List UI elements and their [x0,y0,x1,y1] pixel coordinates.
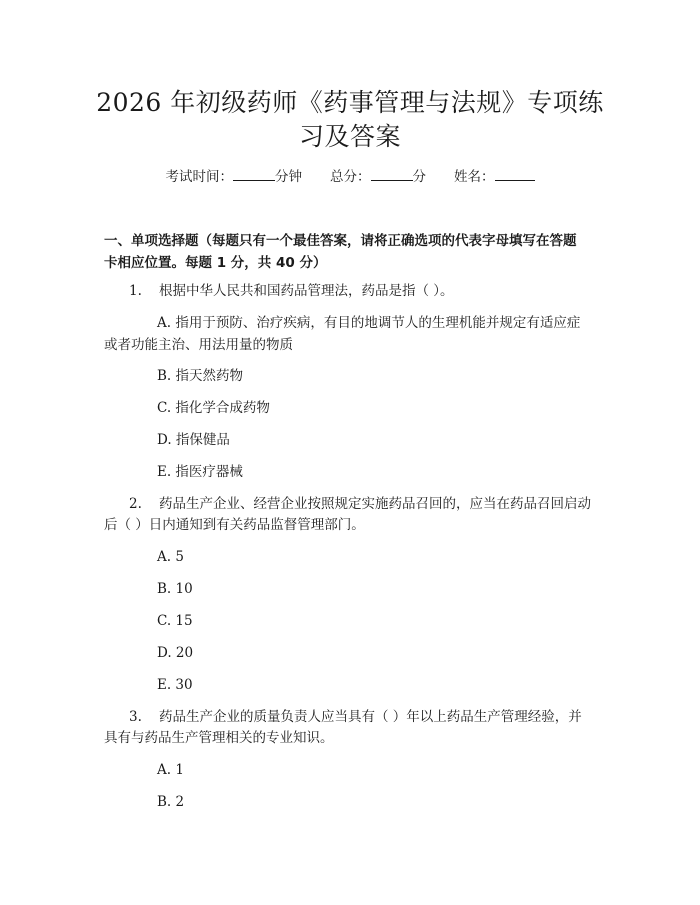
section-header-line-1: 一、单项选择题（每题只有一个最佳答案，请将正确选项的代表字母填写在答题 [104,233,577,249]
question-text: 根据中华人民共和国药品管理法，药品是指（ ）。 [159,283,454,299]
document-title-line-2: 习及答案 [298,122,401,151]
option-1a-continued: 或者功能主治、用法用量的物质 [104,337,293,353]
question-number: 2. [129,496,142,512]
total-score-blank [371,166,413,181]
option-2e: E. 30 [157,677,193,693]
option-1e: E. 指医疗器械 [157,464,243,480]
question-number: 1. [129,283,142,299]
question-2-continued: 后（ ）日内通知到有关药品监督管理部门。 [104,517,365,533]
question-text: 药品生产企业的质量负责人应当具有（ ）年以上药品生产管理经验，并 [159,709,582,725]
exam-time-label: 考试时间： [165,169,233,185]
student-name-label: 姓名： [454,169,495,185]
total-score-label: 总分： [330,169,371,185]
exam-time-unit: 分钟 [275,169,302,185]
document-title-line-1: 2026 年初级药师《药事管理与法规》专项练 [96,88,604,117]
option-2d: D. 20 [157,645,194,661]
section-header [104,230,604,274]
option-3a: A. 1 [157,762,184,778]
total-score-unit: 分 [412,169,426,185]
option-1d: D. 指保健品 [157,432,230,448]
section-header-line-2: 卡相应位置。每题 1 分，共 40 分） [104,255,327,271]
exam-info-row [0,166,700,187]
option-3b: B. 2 [157,794,185,810]
question-2 [129,493,591,515]
question-3 [129,706,582,728]
question-1 [129,280,454,302]
question-3-continued: 具有与药品生产管理相关的专业知识。 [104,730,334,746]
exam-time-blank [233,166,275,181]
option-1a: A. 指用于预防、治疗疾病，有目的地调节人的生理机能并规定有适应症 [157,315,581,331]
option-2b: B. 10 [157,581,193,597]
option-2a: A. 5 [157,549,184,565]
question-number: 3. [129,709,142,725]
option-1b: B. 指天然药物 [157,368,244,384]
question-text: 药品生产企业、经营企业按照规定实施药品召回的，应当在药品召回启动 [159,496,591,512]
student-name-blank [495,166,535,181]
option-2c: C. 15 [157,613,193,629]
option-1c: C. 指化学合成药物 [157,400,270,416]
